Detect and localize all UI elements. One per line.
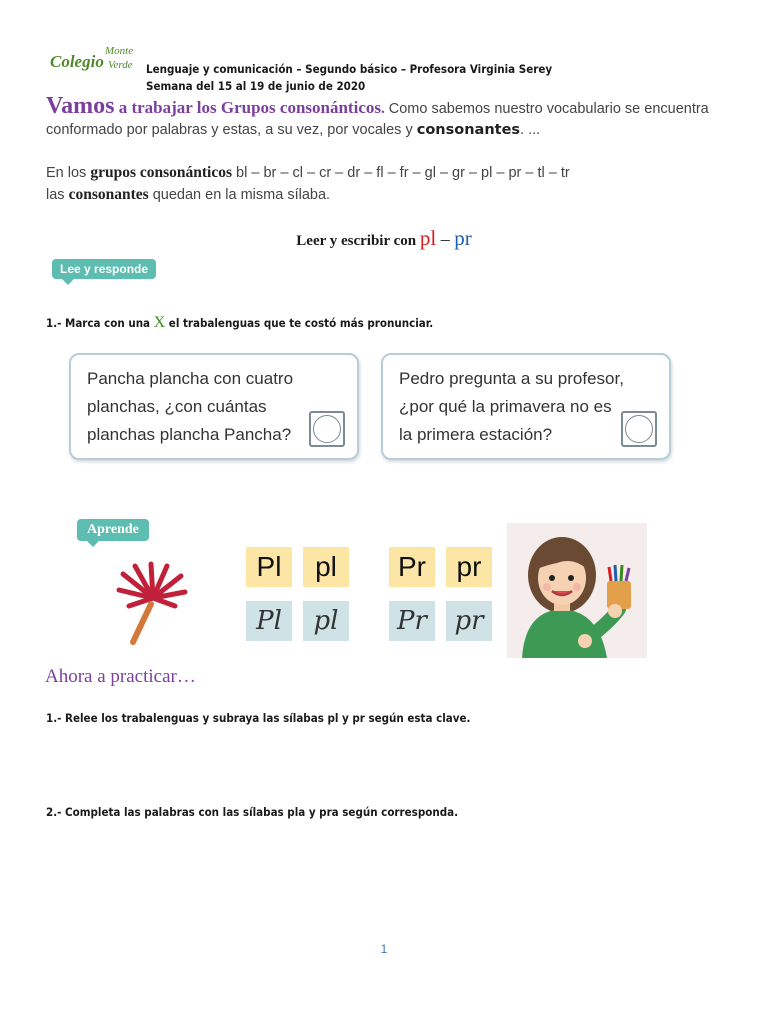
syllable-cursive-Pl: Pl — [246, 601, 292, 641]
groups-list: bl – br – cl – cr – dr – fl – fr – gl – gr – pl – pr – tl – tr — [232, 165, 570, 181]
practice-heading: Ahora a practicar… — [45, 666, 196, 687]
document-header — [146, 61, 552, 95]
syllable-print-pl: pl — [303, 547, 349, 587]
groups-line2-bold: consonantes — [68, 186, 149, 203]
card-line: planchas plancha Pancha? — [87, 425, 292, 444]
question-1-x: X — [153, 314, 166, 331]
question-1-prefix: 1.- Marca con una — [46, 316, 154, 330]
groups-paragraph — [46, 162, 726, 206]
card-line: la primera estación? — [399, 425, 553, 444]
girl-with-pencils-icon — [507, 523, 647, 658]
groups-line2-prefix: las — [46, 187, 69, 203]
question-complete: 2.- Completa las palabras con las sílabas pla y pra según corresponda. — [46, 805, 459, 819]
header-course-line: Lenguaje y comunicación – Segundo básico – Profesora Virginia Serey — [146, 62, 553, 76]
answer-checkbox[interactable] — [621, 411, 657, 447]
question-1-suffix: el trabalenguas que te costó más pronunciar. — [165, 316, 434, 330]
syllable-print-Pr: Pr — [389, 547, 435, 587]
syllable-print-Pl: Pl — [246, 547, 292, 587]
groups-line-2 — [46, 184, 726, 206]
syllable-cursive-pr: pr — [446, 601, 492, 641]
intro-text-1: Como sabemos nuestro vocabulario se encuentra conformado por palabras y estas, a su vez, por vocales y — [46, 101, 709, 138]
answer-checkbox[interactable] — [309, 411, 345, 447]
subtitle-dash: – — [436, 229, 455, 249]
groups-line2-rest: quedan en la misma sílaba. — [148, 187, 331, 203]
header-week-line: Semana del 15 al 19 de junio de 2020 — [146, 79, 366, 93]
subtitle-pl: pl — [419, 226, 437, 250]
groups-bold: grupos consonánticos — [90, 164, 233, 181]
question-1 — [46, 314, 433, 332]
tongue-twister-card-1 — [69, 353, 359, 460]
page-number: 1 — [380, 942, 388, 956]
subtitle-pr: pr — [454, 226, 472, 250]
card-line: Pedro pregunta a su profesor, — [399, 369, 624, 388]
intro-bold-consonantes: consonantes — [416, 122, 521, 138]
title-period: . — [380, 101, 385, 117]
section-subtitle — [0, 226, 768, 251]
title-rest: a trabajar los Grupos consonánticos — [114, 98, 381, 117]
logo-word-monte: Monte — [105, 45, 134, 57]
syllable-cursive-pl: pl — [303, 601, 349, 641]
learn-panel — [75, 505, 695, 660]
school-logo — [50, 46, 150, 76]
tongue-twister-card-2 — [381, 353, 671, 460]
title-vamos: Vamos — [46, 93, 115, 119]
tag-learn: Aprende — [77, 519, 149, 541]
syllable-print-pr: pr — [446, 547, 492, 587]
intro-paragraph — [46, 93, 726, 141]
question-reread: 1.- Relee los trabalenguas y subraya las sílabas pl y pr según esta clave. — [46, 711, 471, 725]
groups-prefix: En los — [46, 165, 91, 181]
syllable-cursive-Pr: Pr — [389, 601, 435, 641]
tag-read-respond: Lee y responde — [52, 259, 156, 279]
logo-word-verde: Verde — [108, 59, 133, 71]
subtitle-text: Leer y escribir con — [296, 233, 420, 249]
intro-text-2: . ... — [520, 122, 541, 138]
card-line: ¿por qué la primavera no es — [399, 397, 612, 416]
card-line: Pancha plancha con cuatro — [87, 369, 294, 388]
feather-duster-icon — [115, 560, 190, 645]
card-line: planchas, ¿con cuántas — [87, 397, 267, 416]
groups-line-1 — [46, 162, 726, 184]
logo-word-colegio: Colegio — [50, 52, 104, 71]
